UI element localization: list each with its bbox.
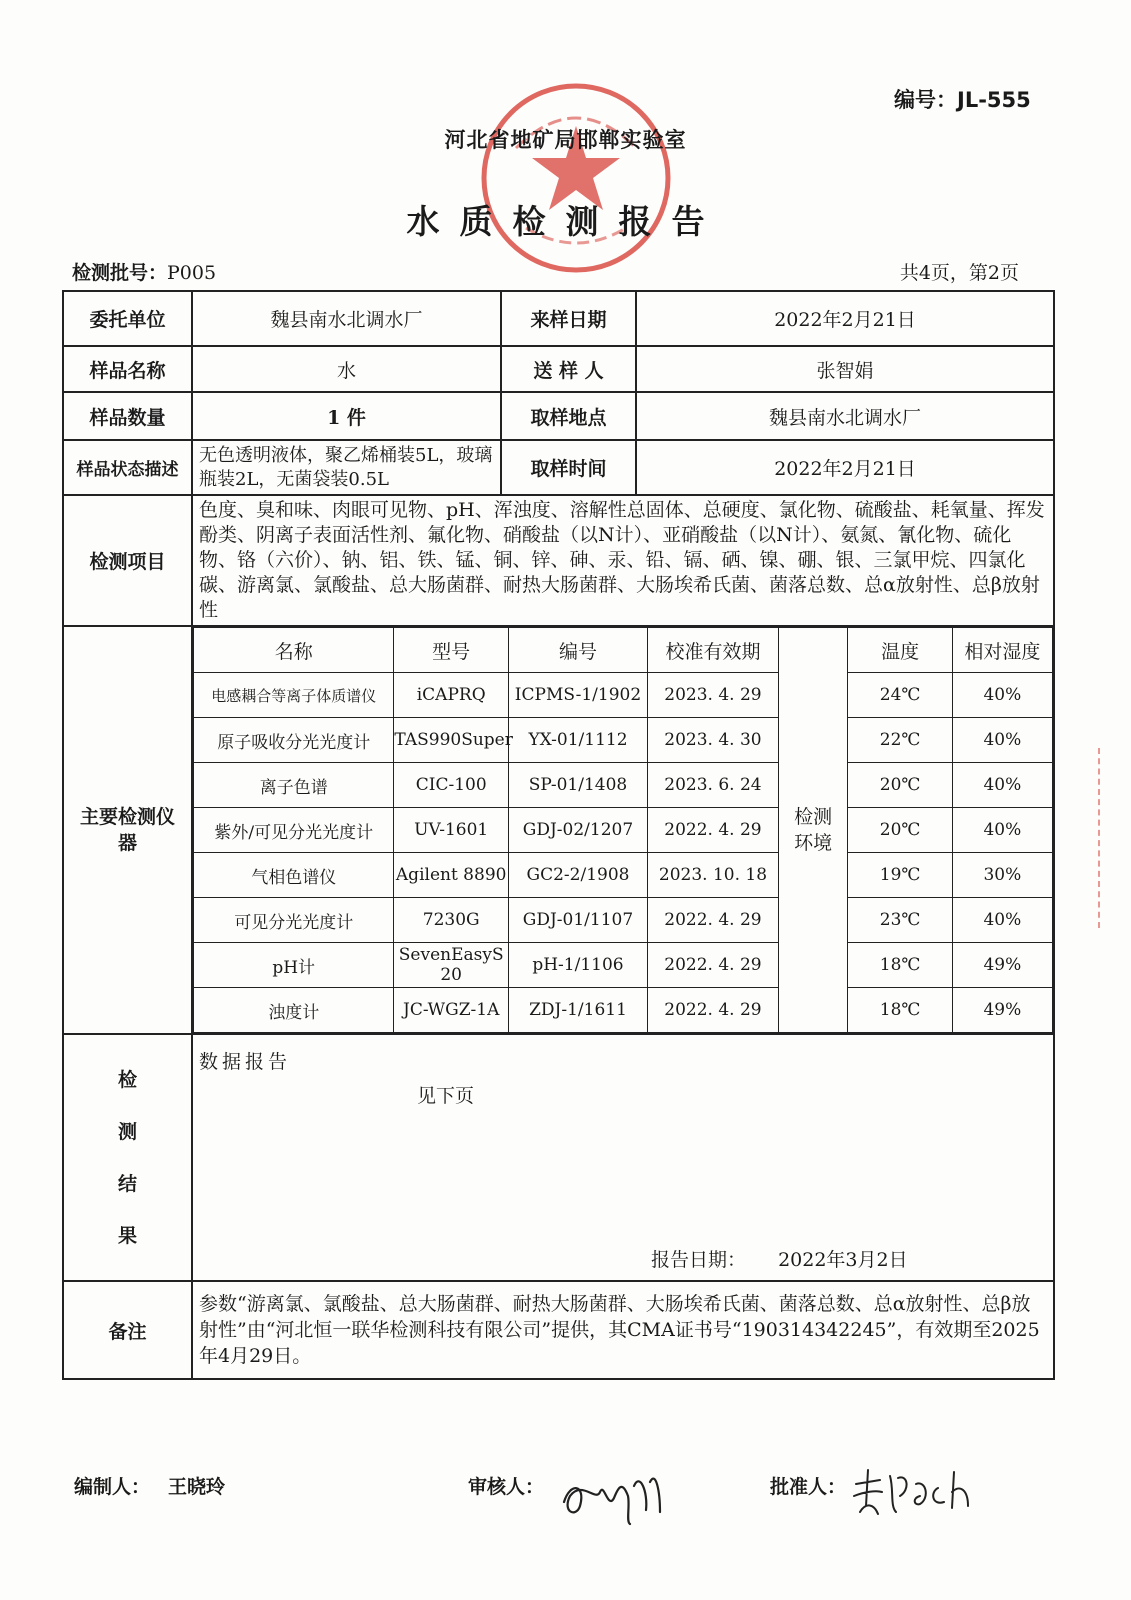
remarks-label: 备注 [63, 1281, 192, 1379]
table-row [194, 853, 1053, 898]
instrument-model: Agilent 8890 [394, 853, 509, 898]
instrument-humidity: 30% [952, 853, 1052, 898]
instrument-temp: 20℃ [848, 808, 952, 853]
col-model-header: 型号 [394, 628, 509, 673]
instrument-valid: 2022. 4. 29 [648, 943, 779, 988]
instrument-name: 离子色谱 [194, 763, 394, 808]
report-date [651, 1245, 908, 1272]
data-report-title: 数据报告 [199, 1051, 292, 1073]
sample-name-label: 样品名称 [63, 346, 192, 392]
instrument-name: 浊度计 [194, 988, 394, 1033]
editor-signature [74, 1472, 225, 1499]
table-row [194, 808, 1053, 853]
instrument-id: GC2-2/1908 [508, 853, 647, 898]
editor-label: 编制人： [74, 1476, 151, 1498]
table-row [63, 1281, 1054, 1379]
batch-number [72, 258, 216, 285]
instrument-model: UV-1601 [394, 808, 509, 853]
col-humidity-header: 相对湿度 [952, 628, 1052, 673]
sampling-time-value: 2022年2月21日 [636, 440, 1054, 495]
approver-signature [770, 1472, 846, 1499]
client-value: 魏县南水北调水厂 [192, 291, 501, 346]
table-row [194, 673, 1053, 718]
table-row [63, 626, 1054, 1034]
report-table [62, 290, 1055, 1380]
page-indicator: 共4页，第2页 [899, 262, 1019, 284]
batch-value: P005 [167, 262, 217, 284]
instrument-name: 气相色谱仪 [194, 853, 394, 898]
instrument-temp: 19℃ [848, 853, 952, 898]
sample-state-label: 样品状态描述 [63, 440, 192, 495]
instrument-temp: 18℃ [848, 988, 952, 1033]
test-items-label: 检测项目 [63, 495, 192, 626]
instrument-valid: 2023. 10. 18 [648, 853, 779, 898]
environment-label: 检测环境 [778, 628, 848, 1033]
instrument-humidity: 49% [952, 988, 1052, 1033]
arrival-value: 2022年2月21日 [636, 291, 1054, 346]
result-area [193, 1035, 1053, 1280]
sample-state-value: 无色透明液体，聚乙烯桶装5L，玻璃瓶装2L，无菌袋装0.5L [192, 440, 501, 495]
result-label: 检 测 结 果 [63, 1034, 192, 1281]
table-row [194, 763, 1053, 808]
instrument-model: CIC-100 [394, 763, 509, 808]
instrument-humidity: 40% [952, 763, 1052, 808]
reviewer-signature [468, 1472, 544, 1499]
instrument-temp: 18℃ [848, 943, 952, 988]
instrument-name: pH计 [194, 943, 394, 988]
instrument-temp: 24℃ [848, 673, 952, 718]
instrument-id: ZDJ-1/1611 [508, 988, 647, 1033]
instrument-humidity: 49% [952, 943, 1052, 988]
table-row [194, 943, 1053, 988]
instrument-valid: 2023. 4. 29 [648, 673, 779, 718]
arrival-label: 来样日期 [501, 291, 636, 346]
site-value: 魏县南水北调水厂 [636, 392, 1054, 440]
instrument-id: ICPMS-1/1902 [508, 673, 647, 718]
sampling-time-label: 取样时间 [501, 440, 636, 495]
col-temp-header: 温度 [848, 628, 952, 673]
official-seal-icon [476, 78, 676, 278]
result-content: 见下页 [417, 1085, 475, 1107]
margin-mark [1094, 748, 1100, 928]
reviewer-handwritten-signature-icon [556, 1462, 676, 1532]
instrument-valid: 2023. 4. 30 [648, 718, 779, 763]
instrument-model: SevenEasyS20 [394, 943, 509, 988]
instrument-temp: 20℃ [848, 763, 952, 808]
table-row [63, 495, 1054, 626]
instruments-table [193, 627, 1053, 1033]
client-label: 委托单位 [63, 291, 192, 346]
lab-name: 河北省地矿局邯郸实验室 [444, 127, 687, 152]
instrument-valid: 2022. 4. 29 [648, 898, 779, 943]
sender-value: 张智娟 [636, 346, 1054, 392]
instruments-label: 主要检测仪 器 [63, 626, 192, 1034]
instruments-header-row [194, 628, 1053, 673]
table-row [63, 392, 1054, 440]
batch-label: 检测批号： [72, 262, 168, 284]
instrument-model: iCAPRQ [394, 673, 509, 718]
remarks-text: 参数“游离氯、氯酸盐、总大肠菌群、耐热大肠菌群、大肠埃希氏菌、菌落总数、总α放射性、总β放射性”由“河北恒一联华检测科技有限公司”提供，其CMA证书号“190314342245”，有效期至2025年4月29日。 [192, 1281, 1054, 1379]
table-row [63, 346, 1054, 392]
test-items-value: 色度、臭和味、肉眼可见物、pH、浑浊度、溶解性总固体、总硬度、氯化物、硫酸盐、耗氧量、挥发酚类、阴离子表面活性剂、氟化物、硝酸盐（以N计）、亚硝酸盐（以N计）、氨氮、氰化物、硫化物、铬（六价）、钠、铝、铁、锰、铜、锌、砷、汞、铅、镉、硒、镍、硼、银、三氯甲烷、四氯化碳、游离氯、氯酸盐、总大肠菌群、耐热大肠菌群、大肠埃希氏菌、菌落总数、总α放射性、总β放射性 [192, 495, 1054, 626]
table-row [63, 1034, 1054, 1281]
instrument-name: 电感耦合等离子体质谱仪 [194, 673, 394, 718]
table-row [63, 291, 1054, 346]
instrument-valid: 2022. 4. 29 [648, 988, 779, 1033]
approver-label: 批准人： [770, 1476, 847, 1498]
instrument-name: 原子吸收分光光度计 [194, 718, 394, 763]
instrument-id: GDJ-01/1107 [508, 898, 647, 943]
table-row [194, 718, 1053, 763]
instrument-model: JC-WGZ-1A [394, 988, 509, 1033]
table-row [63, 440, 1054, 495]
instrument-humidity: 40% [952, 718, 1052, 763]
instrument-humidity: 40% [952, 808, 1052, 853]
report-title: 水质检测报告 [406, 202, 725, 241]
instrument-humidity: 40% [952, 898, 1052, 943]
col-name-header: 名称 [194, 628, 394, 673]
table-row [194, 988, 1053, 1033]
instrument-humidity: 40% [952, 673, 1052, 718]
reviewer-label: 审核人： [468, 1476, 545, 1498]
report-date-label: 报告日期： [651, 1249, 747, 1271]
table-row [194, 898, 1053, 943]
instrument-name: 可见分光光度计 [194, 898, 394, 943]
quantity-label: 样品数量 [63, 392, 192, 440]
col-id-header: 编号 [508, 628, 647, 673]
document-number: 编号：JL-555 [894, 88, 1031, 112]
instrument-valid: 2023. 6. 24 [648, 763, 779, 808]
instrument-id: pH-1/1106 [508, 943, 647, 988]
instrument-temp: 22℃ [848, 718, 952, 763]
instrument-name: 紫外/可见分光光度计 [194, 808, 394, 853]
editor-name: 王晓玲 [168, 1476, 226, 1498]
approver-handwritten-signature-icon [850, 1462, 980, 1524]
quantity-value: 1 件 [192, 392, 501, 440]
instrument-valid: 2022. 4. 29 [648, 808, 779, 853]
instrument-temp: 23℃ [848, 898, 952, 943]
sender-label: 送 样 人 [501, 346, 636, 392]
report-date-value: 2022年3月2日 [778, 1249, 908, 1271]
site-label: 取样地点 [501, 392, 636, 440]
instrument-id: YX-01/1112 [508, 718, 647, 763]
instrument-id: SP-01/1408 [508, 763, 647, 808]
sample-name-value: 水 [192, 346, 501, 392]
col-valid-header: 校准有效期 [648, 628, 779, 673]
instrument-id: GDJ-02/1207 [508, 808, 647, 853]
instrument-model: 7230G [394, 898, 509, 943]
instrument-model: TAS990Super [394, 718, 509, 763]
